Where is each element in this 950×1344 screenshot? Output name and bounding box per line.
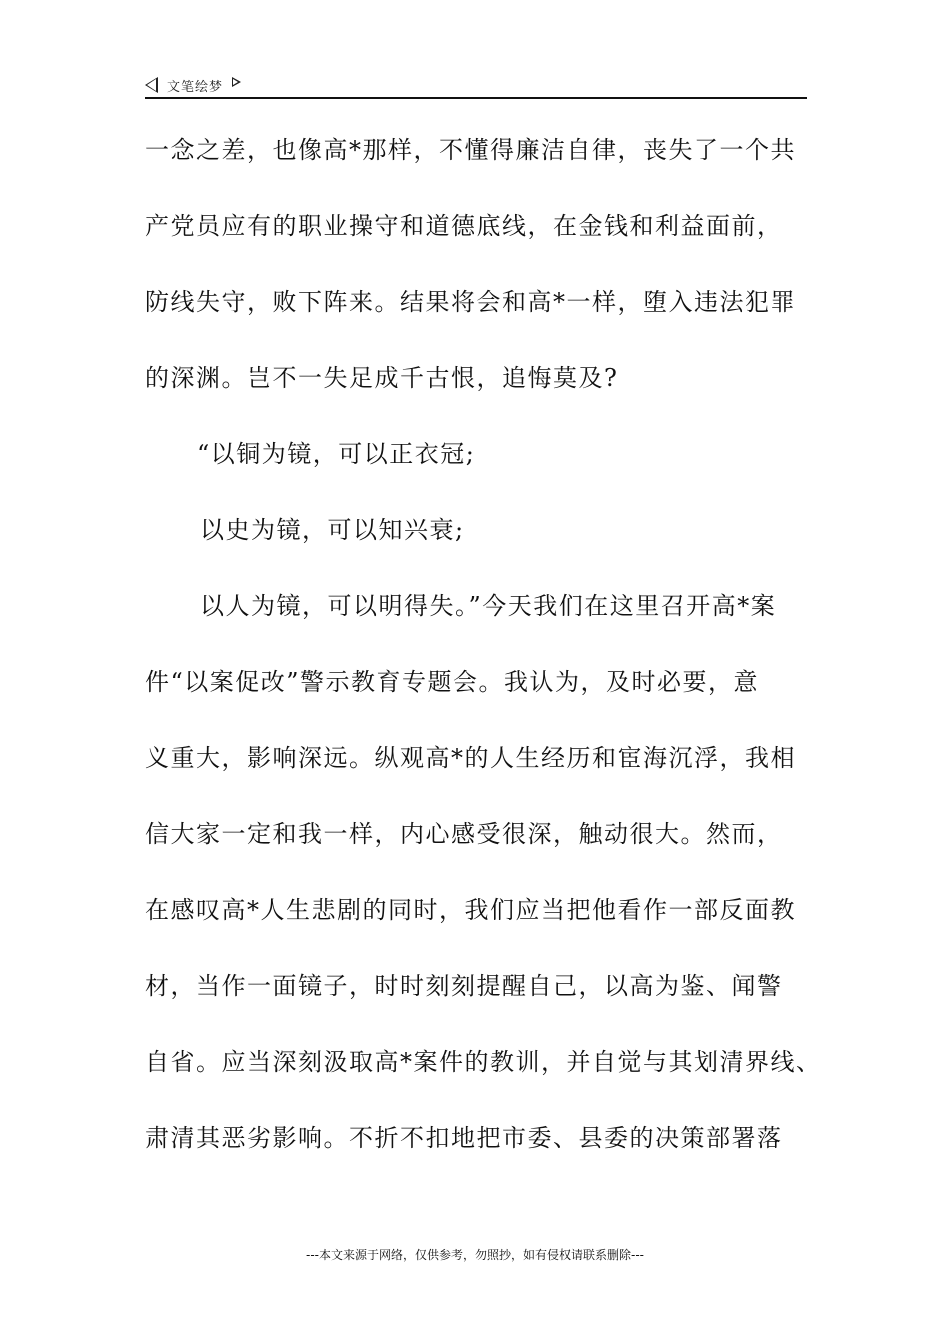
body-line: 肃清其恶劣影响。不折不扣地把市委、县委的决策部署落	[145, 1124, 783, 1152]
body-line: 防线失守，败下阵来。结果将会和高*一样，堕入违法犯罪	[145, 288, 796, 316]
body-line: 的深渊。岂不一失足成千古恨，追悔莫及?	[145, 364, 619, 392]
body-line: 信大家一定和我一样，内心感受很深，触动很大。然而，	[145, 820, 783, 848]
header-divider	[145, 97, 807, 99]
body-line: 自省。应当深刻汲取高*案件的教训，并自觉与其划清界线、	[145, 1048, 822, 1076]
body-line: 产党员应有的职业操守和道德底线，在金钱和利益面前，	[145, 212, 783, 240]
body-line: 件“以案促改”警示教育专题会。我认为，及时必要，意	[145, 668, 760, 696]
body-line: 在感叹高*人生悲剧的同时，我们应当把他看作一部反面教	[145, 896, 796, 924]
body-line: 一念之差，也像高*那样，不懂得廉洁自律，丧失了一个共	[145, 136, 796, 164]
body-line: 义重大，影响深远。纵观高*的人生经历和宦海沉浮，我相	[145, 744, 796, 772]
body-line: 以人为镜，可以明得失。”今天我们在这里召开高*案	[200, 592, 777, 620]
body-line: 材，当作一面镜子，时时刻刻提醒自己，以高为鉴、闻警	[145, 972, 783, 1000]
footer-note: ---本文来源于网络，仅供参考，勿照抄，如有侵权请联系删除---	[306, 1248, 644, 1262]
right-triangle-icon	[232, 77, 241, 87]
page-header	[145, 74, 807, 98]
header-brand: 文笔绘梦	[167, 80, 224, 95]
left-triangle-icon	[145, 77, 158, 93]
body-line: 以史为镜，可以知兴衰;	[200, 516, 465, 544]
body-line: “以铜为镜，可以正衣冠;	[197, 440, 476, 468]
